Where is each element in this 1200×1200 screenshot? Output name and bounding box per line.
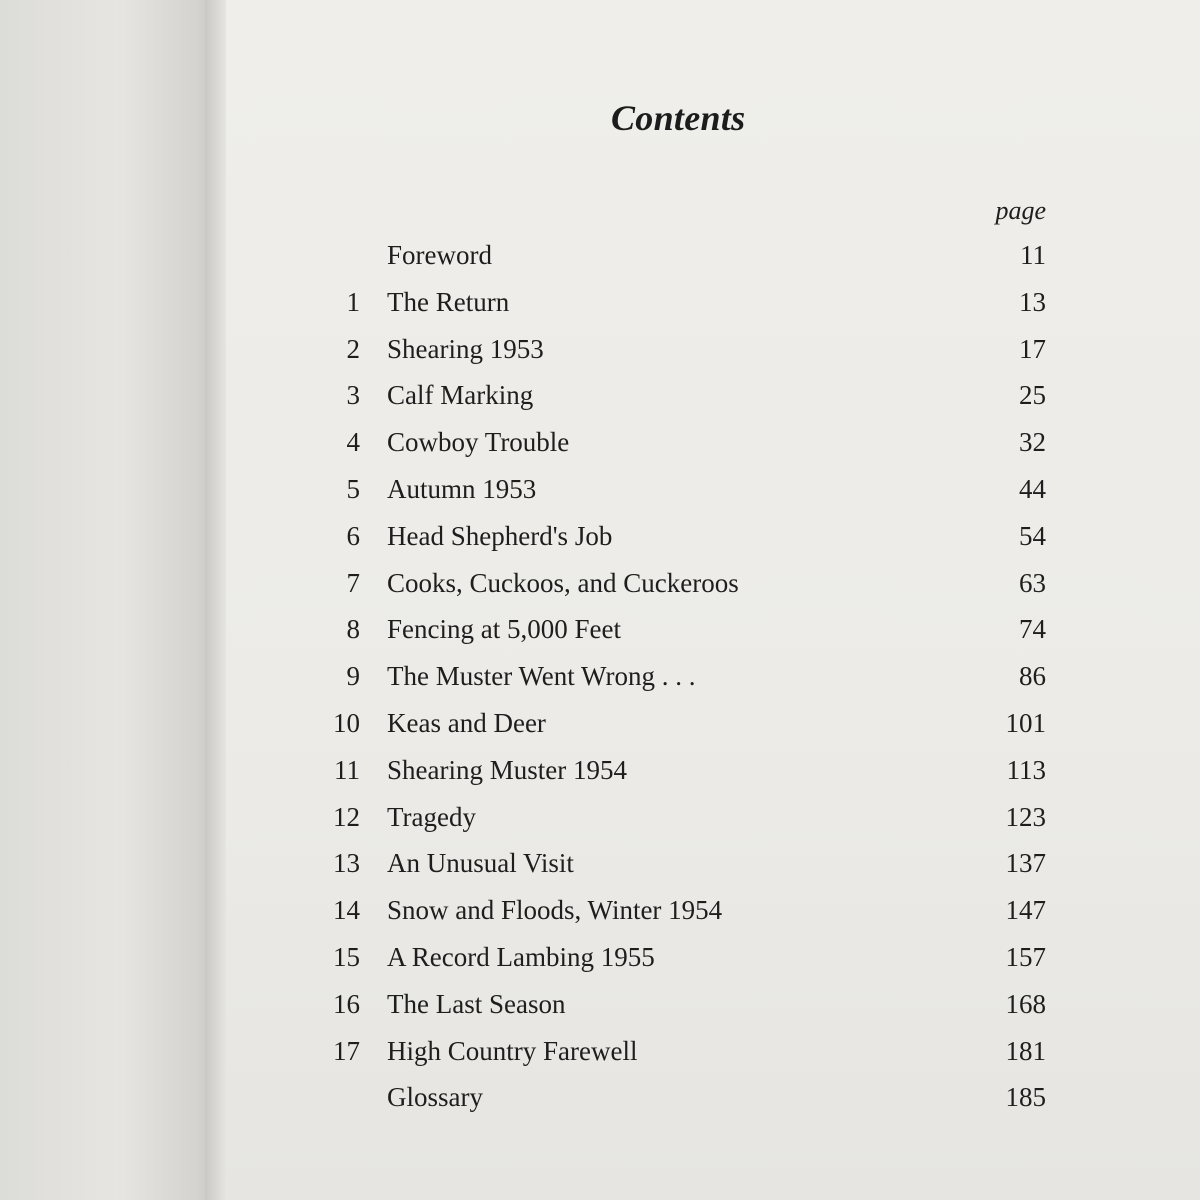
toc-entry <box>320 1031 1050 1078</box>
chapter-number: 14 <box>333 895 360 926</box>
page-number: 147 <box>1005 895 1046 926</box>
toc-entry <box>320 422 1050 469</box>
chapter-number: 1 <box>346 286 360 317</box>
chapter-number: 12 <box>333 801 360 832</box>
page-number: 44 <box>1019 473 1046 504</box>
page-number: 11 <box>1020 240 1046 270</box>
chapter-title: Tragedy <box>387 801 477 832</box>
toc-entry <box>320 937 1050 984</box>
table-of-contents <box>320 235 1050 1124</box>
toc-entry <box>320 890 1050 937</box>
toc-entry <box>320 609 1050 656</box>
left-page <box>0 0 215 1200</box>
chapter-number: 6 <box>346 520 360 551</box>
toc-entry <box>320 797 1050 844</box>
chapter-title: An Unusual Visit <box>387 848 574 879</box>
page-number: 157 <box>1005 941 1046 972</box>
chapter-title: The Muster Went Wrong . . . <box>387 661 696 692</box>
chapter-number: 4 <box>346 427 360 458</box>
chapter-title: High Country Farewell <box>387 1035 638 1066</box>
page-number: 54 <box>1019 520 1046 551</box>
page-number: 185 <box>1005 1082 1046 1113</box>
chapter-title: Shearing Muster 1954 <box>387 754 627 785</box>
page-number: 17 <box>1019 333 1046 364</box>
toc-entry <box>320 703 1050 750</box>
toc-entry <box>320 1077 1050 1124</box>
page-number: 74 <box>1019 614 1046 645</box>
chapter-title: The Return <box>387 286 510 317</box>
chapter-number: 3 <box>346 380 360 411</box>
chapter-number: 8 <box>346 614 360 645</box>
page-number: 101 <box>1005 707 1046 738</box>
toc-entry <box>320 750 1050 797</box>
toc-entry <box>320 656 1050 703</box>
chapter-title: Shearing 1953 <box>387 333 544 364</box>
toc-entry <box>320 516 1050 563</box>
chapter-title: A Record Lambing 1955 <box>387 941 655 972</box>
chapter-title: The Last Season <box>387 988 566 1019</box>
chapter-number: 13 <box>333 848 360 879</box>
chapter-title: Cowboy Trouble <box>387 427 570 458</box>
page-number: 25 <box>1019 380 1046 411</box>
chapter-number: 15 <box>333 941 360 972</box>
chapter-title: Fencing at 5,000 Feet <box>387 614 621 645</box>
page-number: 86 <box>1019 661 1046 692</box>
chapter-number: 2 <box>346 333 360 364</box>
page-number: 113 <box>1006 754 1046 785</box>
chapter-title: Glossary <box>387 1082 483 1113</box>
page-number: 13 <box>1019 286 1046 317</box>
page-number: 123 <box>1005 801 1046 832</box>
page-title: Contents <box>611 98 746 138</box>
chapter-number: 11 <box>334 754 360 785</box>
toc-entry <box>320 329 1050 376</box>
page-number: 181 <box>1005 1035 1046 1066</box>
chapter-title: Cooks, Cuckoos, and Cuckeroos <box>387 567 739 598</box>
page-number: 32 <box>1019 427 1046 458</box>
toc-entry <box>320 375 1050 422</box>
chapter-title: Head Shepherd's Job <box>387 520 613 551</box>
chapter-title: Foreword <box>387 240 492 270</box>
chapter-number: 17 <box>333 1035 360 1066</box>
chapter-number: 10 <box>333 707 360 738</box>
page-number: 168 <box>1005 988 1046 1019</box>
toc-entry <box>320 235 1050 282</box>
chapter-number: 16 <box>333 988 360 1019</box>
chapter-title: Keas and Deer <box>387 707 546 738</box>
page-number: 137 <box>1005 848 1046 879</box>
chapter-number: 7 <box>346 567 360 598</box>
chapter-title: Calf Marking <box>387 380 534 411</box>
chapter-title: Autumn 1953 <box>387 473 537 504</box>
chapter-number: 9 <box>346 661 360 692</box>
toc-entry <box>320 469 1050 516</box>
toc-entry <box>320 282 1050 329</box>
chapter-number: 5 <box>346 473 360 504</box>
page-number: 63 <box>1019 567 1046 598</box>
page-column-header: page <box>995 196 1046 225</box>
toc-entry <box>320 984 1050 1031</box>
toc-entry <box>320 563 1050 610</box>
chapter-title: Snow and Floods, Winter 1954 <box>387 895 723 926</box>
toc-entry <box>320 843 1050 890</box>
